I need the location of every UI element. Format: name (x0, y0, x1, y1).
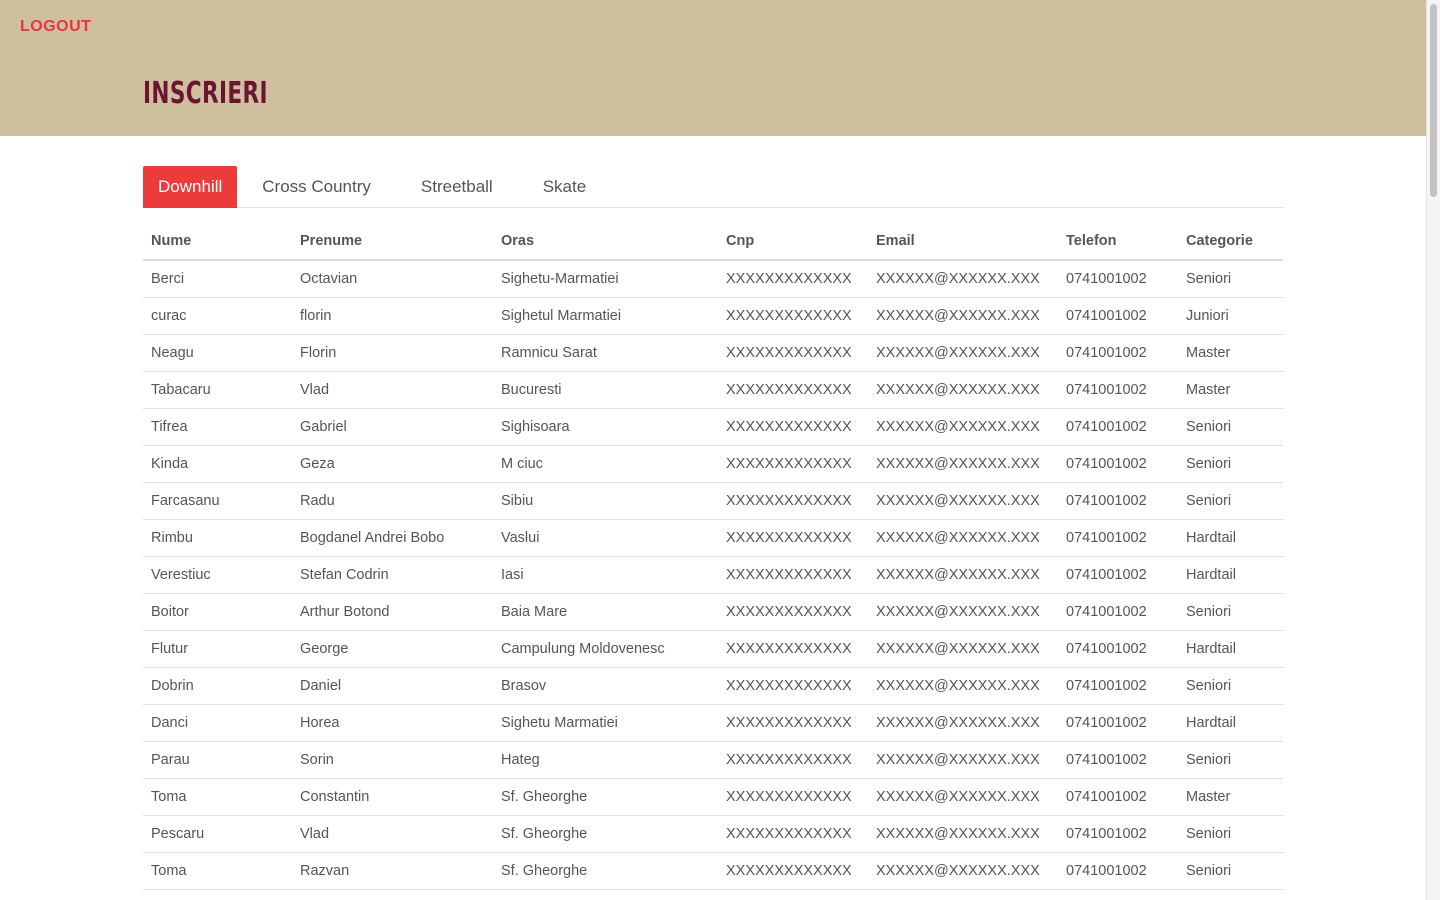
cell-prenume: Radu (292, 483, 493, 520)
table-row (143, 816, 1283, 853)
table-row (143, 409, 1283, 446)
cell-nume: Tabacaru (143, 372, 292, 409)
cell-email: XXXXXX@XXXXXX.XXX (868, 520, 1058, 557)
registrations-table (143, 222, 1283, 890)
cell-telefon: 0741001002 (1058, 260, 1178, 298)
cell-oras: Sighetu-Marmatiei (493, 260, 718, 298)
cell-oras: Sibiu (493, 483, 718, 520)
cell-telefon: 0741001002 (1058, 372, 1178, 409)
column-header-categorie: Categorie (1178, 222, 1283, 260)
cell-oras: Campulung Moldovenesc (493, 631, 718, 668)
cell-prenume: Bogdanel Andrei Bobo (292, 520, 493, 557)
cell-categorie: Seniori (1178, 594, 1283, 631)
cell-prenume: Florin (292, 335, 493, 372)
cell-telefon: 0741001002 (1058, 816, 1178, 853)
cell-nume: Kinda (143, 446, 292, 483)
cell-nume: Verestiuc (143, 557, 292, 594)
cell-prenume: Geza (292, 446, 493, 483)
table-row (143, 298, 1283, 335)
cell-telefon: 0741001002 (1058, 668, 1178, 705)
cell-nume: Tifrea (143, 409, 292, 446)
table-row (143, 520, 1283, 557)
cell-categorie: Master (1178, 335, 1283, 372)
cell-nume: Neagu (143, 335, 292, 372)
cell-telefon: 0741001002 (1058, 631, 1178, 668)
cell-nume: Toma (143, 779, 292, 816)
cell-prenume: Gabriel (292, 409, 493, 446)
cell-telefon: 0741001002 (1058, 557, 1178, 594)
logout-link[interactable]: LOGOUT (20, 18, 92, 35)
cell-email: XXXXXX@XXXXXX.XXX (868, 668, 1058, 705)
table-row (143, 668, 1283, 705)
cell-oras: Bucuresti (493, 372, 718, 409)
cell-oras: M ciuc (493, 446, 718, 483)
cell-categorie: Seniori (1178, 446, 1283, 483)
cell-prenume: florin (292, 298, 493, 335)
cell-oras: Sighetul Marmatiei (493, 298, 718, 335)
table-row (143, 779, 1283, 816)
cell-email: XXXXXX@XXXXXX.XXX (868, 335, 1058, 372)
cell-nume: Pescaru (143, 816, 292, 853)
cell-email: XXXXXX@XXXXXX.XXX (868, 483, 1058, 520)
table-row (143, 631, 1283, 668)
table-row (143, 372, 1283, 409)
cell-telefon: 0741001002 (1058, 594, 1178, 631)
cell-prenume: Razvan (292, 853, 493, 890)
column-header-cnp: Cnp (718, 222, 868, 260)
cell-categorie: Seniori (1178, 853, 1283, 890)
cell-cnp: XXXXXXXXXXXXX (718, 742, 868, 779)
cell-categorie: Juniori (1178, 298, 1283, 335)
page-title: INSCRIERI (143, 76, 268, 111)
cell-email: XXXXXX@XXXXXX.XXX (868, 594, 1058, 631)
tab-downhill[interactable]: Downhill (143, 166, 237, 208)
cell-cnp: XXXXXXXXXXXXX (718, 446, 868, 483)
cell-categorie: Seniori (1178, 742, 1283, 779)
table-row (143, 335, 1283, 372)
cell-email: XXXXXX@XXXXXX.XXX (868, 298, 1058, 335)
table-header-row (143, 222, 1283, 260)
cell-nume: Toma (143, 853, 292, 890)
cell-prenume: Vlad (292, 816, 493, 853)
cell-prenume: Sorin (292, 742, 493, 779)
column-header-email: Email (868, 222, 1058, 260)
cell-oras: Sf. Gheorghe (493, 853, 718, 890)
cell-telefon: 0741001002 (1058, 520, 1178, 557)
tab-cross-country[interactable]: Cross Country (262, 177, 371, 196)
vertical-scrollbar[interactable] (1426, 0, 1440, 900)
cell-cnp: XXXXXXXXXXXXX (718, 372, 868, 409)
cell-telefon: 0741001002 (1058, 779, 1178, 816)
cell-email: XXXXXX@XXXXXX.XXX (868, 631, 1058, 668)
cell-telefon: 0741001002 (1058, 705, 1178, 742)
table-row (143, 260, 1283, 298)
cell-prenume: George (292, 631, 493, 668)
cell-cnp: XXXXXXXXXXXXX (718, 631, 868, 668)
table-row (143, 483, 1283, 520)
cell-categorie: Hardtail (1178, 520, 1283, 557)
cell-prenume: Stefan Codrin (292, 557, 493, 594)
table-row (143, 446, 1283, 483)
cell-nume: curac (143, 298, 292, 335)
cell-nume: Parau (143, 742, 292, 779)
cell-cnp: XXXXXXXXXXXXX (718, 668, 868, 705)
cell-categorie: Master (1178, 372, 1283, 409)
cell-email: XXXXXX@XXXXXX.XXX (868, 372, 1058, 409)
table-row (143, 742, 1283, 779)
column-header-nume: Nume (143, 222, 292, 260)
cell-email: XXXXXX@XXXXXX.XXX (868, 446, 1058, 483)
cell-oras: Sighisoara (493, 409, 718, 446)
cell-nume: Berci (143, 260, 292, 298)
cell-telefon: 0741001002 (1058, 483, 1178, 520)
cell-cnp: XXXXXXXXXXXXX (718, 260, 868, 298)
cell-telefon: 0741001002 (1058, 446, 1178, 483)
cell-prenume: Daniel (292, 668, 493, 705)
page-header (0, 0, 1426, 136)
cell-oras: Sighetu Marmatiei (493, 705, 718, 742)
table-body (143, 260, 1283, 890)
cell-categorie: Seniori (1178, 483, 1283, 520)
table-row (143, 853, 1283, 890)
column-header-prenume: Prenume (292, 222, 493, 260)
table-row (143, 557, 1283, 594)
cell-prenume: Arthur Botond (292, 594, 493, 631)
column-header-oras: Oras (493, 222, 718, 260)
cell-cnp: XXXXXXXXXXXXX (718, 705, 868, 742)
cell-nume: Dobrin (143, 668, 292, 705)
cell-nume: Boitor (143, 594, 292, 631)
cell-oras: Baia Mare (493, 594, 718, 631)
cell-categorie: Seniori (1178, 816, 1283, 853)
cell-email: XXXXXX@XXXXXX.XXX (868, 816, 1058, 853)
cell-prenume: Octavian (292, 260, 493, 298)
cell-email: XXXXXX@XXXXXX.XXX (868, 742, 1058, 779)
tab-streetball[interactable]: Streetball (420, 177, 493, 196)
cell-categorie: Seniori (1178, 409, 1283, 446)
cell-telefon: 0741001002 (1058, 298, 1178, 335)
cell-cnp: XXXXXXXXXXXXX (718, 298, 868, 335)
cell-telefon: 0741001002 (1058, 409, 1178, 446)
cell-oras: Hateg (493, 742, 718, 779)
cell-cnp: XXXXXXXXXXXXX (718, 483, 868, 520)
cell-cnp: XXXXXXXXXXXXX (718, 816, 868, 853)
cell-categorie: Hardtail (1178, 557, 1283, 594)
cell-categorie: Seniori (1178, 668, 1283, 705)
cell-email: XXXXXX@XXXXXX.XXX (868, 260, 1058, 298)
cell-cnp: XXXXXXXXXXXXX (718, 594, 868, 631)
cell-telefon: 0741001002 (1058, 742, 1178, 779)
cell-email: XXXXXX@XXXXXX.XXX (868, 779, 1058, 816)
cell-oras: Iasi (493, 557, 718, 594)
cell-cnp: XXXXXXXXXXXXX (718, 853, 868, 890)
tab-skate[interactable]: Skate (542, 177, 587, 196)
cell-oras: Brasov (493, 668, 718, 705)
cell-cnp: XXXXXXXXXXXXX (718, 557, 868, 594)
scrollbar-thumb[interactable] (1430, 4, 1437, 197)
cell-nume: Flutur (143, 631, 292, 668)
cell-categorie: Master (1178, 779, 1283, 816)
cell-nume: Danci (143, 705, 292, 742)
cell-oras: Ramnicu Sarat (493, 335, 718, 372)
cell-email: XXXXXX@XXXXXX.XXX (868, 705, 1058, 742)
cell-cnp: XXXXXXXXXXXXX (718, 335, 868, 372)
category-tabs (143, 166, 1283, 208)
cell-prenume: Vlad (292, 372, 493, 409)
cell-email: XXXXXX@XXXXXX.XXX (868, 409, 1058, 446)
table-row (143, 705, 1283, 742)
cell-oras: Vaslui (493, 520, 718, 557)
cell-categorie: Seniori (1178, 260, 1283, 298)
cell-oras: Sf. Gheorghe (493, 779, 718, 816)
cell-categorie: Hardtail (1178, 705, 1283, 742)
cell-cnp: XXXXXXXXXXXXX (718, 520, 868, 557)
cell-telefon: 0741001002 (1058, 335, 1178, 372)
cell-oras: Sf. Gheorghe (493, 816, 718, 853)
column-header-telefon: Telefon (1058, 222, 1178, 260)
cell-cnp: XXXXXXXXXXXXX (718, 409, 868, 446)
cell-categorie: Hardtail (1178, 631, 1283, 668)
cell-email: XXXXXX@XXXXXX.XXX (868, 853, 1058, 890)
cell-prenume: Horea (292, 705, 493, 742)
cell-cnp: XXXXXXXXXXXXX (718, 779, 868, 816)
cell-nume: Rimbu (143, 520, 292, 557)
table-row (143, 594, 1283, 631)
cell-prenume: Constantin (292, 779, 493, 816)
cell-nume: Farcasanu (143, 483, 292, 520)
cell-email: XXXXXX@XXXXXX.XXX (868, 557, 1058, 594)
cell-telefon: 0741001002 (1058, 853, 1178, 890)
